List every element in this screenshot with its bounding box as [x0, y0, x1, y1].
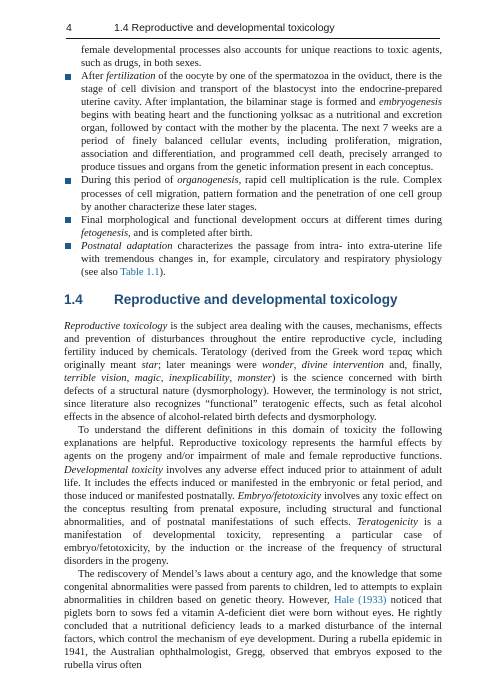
- paragraph-definition: [64, 320, 442, 424]
- bullet-item-postnatal: [64, 240, 442, 279]
- section-body: [64, 320, 442, 672]
- bullet-item-organogenesis: [64, 174, 442, 213]
- text: which originally meant: [64, 347, 442, 372]
- term: terrible vision: [64, 373, 127, 385]
- term: Embryo/fetotoxicity: [237, 490, 322, 502]
- bullet-text: , rapid cell multiplication is the rule. Complex processes of cell migration, pattern formation and the penetration of one cell group by another characterize these later stages.: [81, 175, 442, 213]
- paragraph-history: [64, 568, 442, 672]
- text: is the subject area dealing with the causes, mechanisms, effects and prevention of disturbances throughout the entire reproductive cycle, including fertility induced by chemicals. Teratology (derived from the Greek word: [64, 321, 442, 359]
- bullet-item-fetogenesis: [64, 214, 442, 240]
- term: inexplicability: [168, 373, 230, 385]
- section-heading: [64, 292, 442, 310]
- bullet-term: fertilization: [106, 71, 156, 83]
- term: Teratogenicity: [357, 516, 418, 528]
- bullet-text: Final morphological and functional development occurs at different times during: [81, 214, 442, 226]
- bullet-block: [64, 44, 442, 279]
- text: involves any toxic effect on the conceptus resulting from prenatal exposure, including structural and functional abnormalities, and of postnatal manifestations of such effects.: [64, 490, 442, 528]
- header-rule: [66, 38, 440, 39]
- term: magic: [134, 373, 161, 385]
- term: divine intervention: [301, 360, 384, 372]
- bullet-text: After: [81, 71, 107, 83]
- section-title: Reproductive and developmental toxicology: [114, 292, 398, 307]
- square-bullet-icon: [65, 243, 71, 249]
- text: ) is the science concerned with birth defects of a structural nature (dysmorphology). However, the terminology is not strict, since literature also recognizes “functional” teratogenic effects, such as fetal alcohol effects in the absence of alcohol-related birth defects and dysmorphology.: [64, 373, 443, 424]
- running-head: [66, 22, 440, 38]
- text: ,: [160, 373, 169, 385]
- hale-1933-link[interactable]: Hale (1933): [333, 594, 387, 606]
- page-number: 4: [66, 22, 72, 34]
- text: To understand the different definitions in this domain of toxicity the following explanations are helpful. Reproductive toxicology represents the harmful effects by agents on the progeny and/or impairment of male and female reproductive functions.: [64, 425, 442, 463]
- bullet-term: organogenesis: [177, 175, 239, 187]
- bullet-term: Postnatal adaptation: [81, 240, 173, 252]
- bullet-text: characterizes the passage from intra- into extra-uterine life with tremendous changes in, for example, circulatory and respiratory physiology (see also: [81, 240, 442, 278]
- term: Reproductive toxicology: [64, 321, 168, 332]
- text: ,: [229, 373, 238, 385]
- term: wonder: [261, 360, 294, 372]
- paragraph-definitions: [64, 424, 442, 568]
- continuation-text: female developmental processes also accounts for unique reactions to toxic agents, such as drugs, in both sexes.: [81, 45, 442, 70]
- text: The rediscovery of Mendel’s laws about a century ago, and the knowledge that some congenital abnormalities were passed from parents to children, led to attempts to explain abnormalities in children based on genetic theory. However,: [64, 568, 442, 606]
- table-1-1-link[interactable]: Table 1.1: [120, 266, 160, 278]
- text: ; later meanings were: [158, 360, 262, 372]
- square-bullet-icon: [65, 178, 71, 184]
- bullet-text: of the oocyte by one of the spermatozoa in the oviduct, there is the stage of cell division and transport of the blastocyst into the endocrine-prepared uterine cavity. After implantation, the bilaminar stage is formed and: [81, 71, 443, 109]
- running-title: 1.4 Reproductive and developmental toxicology: [114, 22, 335, 34]
- text: involves any adverse effect induced prior to attainment of adult life. It includes the effects induced or manifested in the embryonic or fetal period, and those induced or manifested postnatally.: [64, 464, 443, 502]
- section-number: 1.4: [64, 292, 83, 307]
- greek-word: τερας: [388, 347, 412, 359]
- text: ,: [293, 360, 302, 372]
- bullet-text: begins with beating heart and the functioning yolksac as a nutritional and excretion organ, followed by contact with the mother by the placenta. The next 7 weeks are a period of finely balanced cellular events, including proliferation, migration, association and differentiation, and programmed cell death, precisely arranged to produce tissues and organs from the genetic information present in each conceptus.: [81, 110, 442, 174]
- text: and, finally,: [383, 360, 443, 372]
- bullet-text: ).: [159, 266, 166, 278]
- square-bullet-icon: [65, 217, 71, 223]
- bullet-term: embryogenesis: [379, 97, 442, 109]
- term: star: [141, 360, 159, 372]
- term: monster: [237, 373, 272, 385]
- text: is a manifestation of developmental toxicity, representing a particular case of embryo/fetotoxicity, by the induction or the increase of the frequency of structural disorders in the progeny.: [64, 516, 442, 567]
- bullet-text: During this period of: [81, 175, 178, 187]
- bullet-text: , and is completed after birth.: [128, 227, 253, 239]
- bullet-item-fertilization: [64, 70, 442, 174]
- text: ,: [126, 373, 135, 385]
- text: noticed that piglets born to sows fed a vitamin A-deficient diet were born without eyes. He rightly concluded that a nutritional deficiency leads to a marked disturbance of the internal factors, which control the mechanism of eye development. During a rubella epidemic in 1941, the Australian ophthalmologist, Gregg, observed that embryos exposed to the rubella virus often: [64, 594, 442, 672]
- term: Developmental toxicity: [64, 464, 163, 476]
- bullet-term: fetogenesis: [81, 227, 129, 239]
- square-bullet-icon: [65, 74, 71, 80]
